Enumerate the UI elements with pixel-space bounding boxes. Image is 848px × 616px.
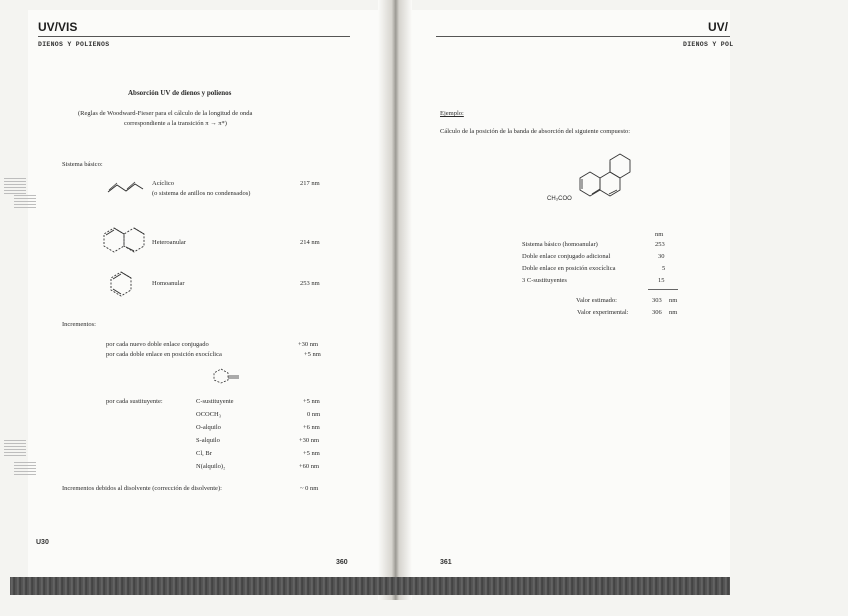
unit-header: nm [655, 231, 664, 238]
substituent-label: por cada sustituyente: [106, 398, 163, 405]
substituent-name: S-alquilo [196, 437, 220, 444]
solvent-correction-label: Incrementos debidos al disolvente (corrección de disolvente): [62, 485, 222, 492]
system-note-acyclic: (o sistema de anillos no condensados) [152, 190, 251, 197]
substituent-group-label: CH₃COO [547, 196, 572, 202]
sum-rule [648, 289, 678, 290]
substituent-value: +6 nm [303, 424, 320, 431]
right-header-title: UV/ [708, 20, 729, 34]
section-subtitle-line1: (Reglas de Woodward-Fieser para el cálculo de la longitud de onda [78, 110, 253, 117]
increment-label: por cada nuevo doble enlace conjugado [106, 341, 209, 348]
substituent-value: +30 nm [299, 437, 320, 444]
left-header-title: UV/VIS [38, 20, 78, 34]
substituent-name: C-sustituyente [196, 398, 234, 405]
substituent-value: 0 nm [307, 411, 321, 418]
margin-code: U30 [36, 539, 49, 546]
example-compound-structure [578, 150, 644, 208]
right-page-number: 361 [440, 559, 452, 566]
system-value-homoannular: 253 nm [300, 280, 320, 287]
section-subtitle-line2: correspondiente a la transición π → π*) [124, 120, 227, 127]
left-header-rule [38, 36, 350, 37]
substituent-value: +5 nm [303, 398, 320, 405]
experimental-value: 306 [652, 309, 662, 316]
calc-row-label: Doble enlace en posición exocíclica [522, 265, 616, 272]
system-name-homoannular: Homoanular [152, 280, 185, 287]
calc-row-value: 253 [655, 241, 665, 248]
acyclic-diene-structure [108, 180, 144, 194]
scan-margin-marks [4, 178, 26, 196]
scan-edge-band [10, 577, 730, 595]
calc-row-value: 15 [658, 277, 665, 284]
calc-row-label: Doble enlace conjugado adicional [522, 253, 611, 260]
system-name-heteroannular: Heteroanular [152, 239, 186, 246]
solvent-correction-value: ~ 0 nm [300, 485, 319, 492]
estimated-value: 303 [652, 297, 662, 304]
basic-system-label: Sistema básico: [62, 161, 103, 168]
right-header-subtitle: DIENOS Y POL [683, 41, 734, 48]
system-value-acyclic: 217 nm [300, 180, 320, 187]
example-label: Ejemplo: [440, 110, 464, 117]
scan-margin-marks [14, 195, 36, 210]
system-value-heteroannular: 214 nm [300, 239, 320, 246]
increments-label: Incrementos: [62, 321, 96, 328]
substituent-value: +5 nm [303, 450, 320, 457]
heteroannular-diene-structure [102, 226, 148, 258]
section-title: Absorción UV de dienos y polienos [128, 89, 232, 97]
scan-margin-marks [14, 462, 36, 477]
exocyclic-double-bond-structure [213, 368, 243, 384]
substituent-name: N(alquilo)₂ [196, 463, 226, 470]
system-name-acyclic: Acíclico [152, 180, 175, 187]
substituent-name: OCOCH₃ [196, 411, 222, 418]
calc-row-label: 3 C-sustituyentes [522, 277, 567, 284]
experimental-label: Valor experimental: [577, 309, 629, 316]
calc-row-value: 30 [658, 253, 665, 260]
calc-row-value: 5 [662, 265, 666, 272]
scan-margin-marks [4, 440, 26, 458]
calc-row-label: Sistema básico (homoanular) [522, 241, 598, 248]
substituent-name: Cl, Br [196, 450, 212, 457]
right-header-rule [436, 36, 730, 37]
increment-label: por cada doble enlace en posición exocíclica [106, 351, 222, 358]
example-description: Cálculo de la posición de la banda de absorción del siguiente compuesto: [440, 128, 631, 135]
estimated-unit: nm [669, 297, 678, 304]
substituent-name: O-alquilo [196, 424, 221, 431]
right-page [404, 10, 730, 585]
experimental-unit: nm [669, 309, 678, 316]
left-header-subtitle: DIENOS Y POLIENOS [38, 41, 110, 48]
book-gutter [378, 0, 412, 600]
increment-value: +5 nm [304, 351, 321, 358]
substituent-value: +60 nm [299, 463, 320, 470]
estimated-label: Valor estimado: [576, 297, 617, 304]
increment-value: +30 nm [298, 341, 319, 348]
homoannular-diene-structure [108, 270, 134, 298]
left-page-number: 360 [336, 559, 348, 566]
